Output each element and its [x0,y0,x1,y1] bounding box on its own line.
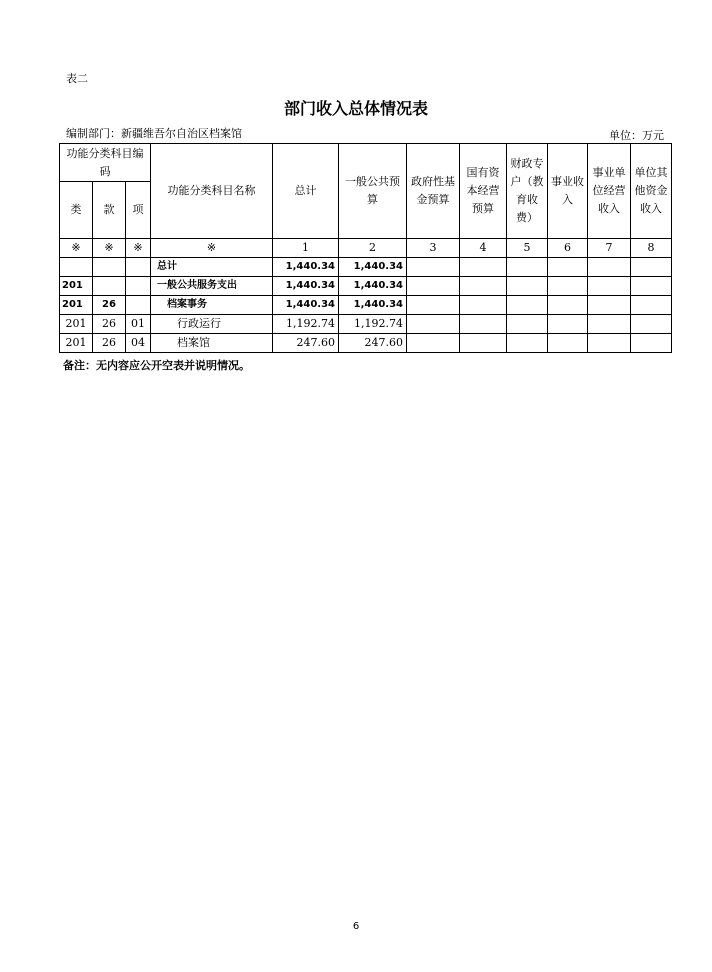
cell-empty [548,315,588,334]
cell-kuan: 26 [93,334,126,353]
table-number-label: 表二 [66,72,88,85]
cell-empty [588,258,631,277]
cell-total: 1,440.34 [273,296,339,315]
cell-kuan: 26 [93,315,126,334]
cell-empty [631,258,672,277]
cell-empty [588,277,631,296]
index-cell: 6 [548,239,588,258]
page-number: 6 [352,921,360,932]
cell-name: 一般公共服务支出 [151,277,273,296]
header-fiscal-special: 财政专户（教育收费） [507,144,548,239]
cell-empty [631,296,672,315]
cell-lei: 201 [60,277,93,296]
cell-empty [548,277,588,296]
cell-total: 1,440.34 [273,277,339,296]
cell-xiang [126,258,151,277]
header-gov-fund: 政府性基金预算 [407,144,460,239]
cell-general: 1,440.34 [339,277,407,296]
page-title: 部门收入总体情况表 [283,99,428,118]
table-row [60,258,672,277]
cell-kuan [93,258,126,277]
cell-empty [588,296,631,315]
header-lei: 类 [60,182,93,239]
cell-general: 1,440.34 [339,296,407,315]
cell-xiang [126,277,151,296]
cell-name: 档案馆 [151,334,273,353]
cell-empty [588,334,631,353]
index-cell: ※ [60,239,93,258]
index-cell: 1 [273,239,339,258]
header-code-group: 功能分类科目编码 [60,144,151,182]
cell-empty [407,277,460,296]
cell-empty [631,315,672,334]
cell-empty [460,334,507,353]
cell-lei: 201 [60,315,93,334]
index-cell: ※ [126,239,151,258]
cell-empty [631,334,672,353]
table-row [60,334,672,353]
header-name: 功能分类科目名称 [151,144,273,239]
cell-empty [407,296,460,315]
cell-empty [548,334,588,353]
unit-label: 单位：万元 [609,129,664,142]
cell-empty [460,296,507,315]
table-row [60,315,672,334]
cell-empty [407,315,460,334]
cell-total: 247.60 [273,334,339,353]
cell-general: 247.60 [339,334,407,353]
header-business-unit: 事业单位经营收入 [588,144,631,239]
index-cell: 8 [631,239,672,258]
cell-empty [588,315,631,334]
cell-lei: 201 [60,296,93,315]
header-state-capital: 国有资本经营预算 [460,144,507,239]
income-table [59,143,672,353]
index-cell: 4 [460,239,507,258]
index-cell: 3 [407,239,460,258]
cell-empty [631,277,672,296]
cell-empty [460,277,507,296]
cell-xiang: 01 [126,315,151,334]
cell-empty [507,258,548,277]
cell-empty [407,258,460,277]
cell-general: 1,192.74 [339,315,407,334]
cell-empty [507,315,548,334]
index-row [60,239,672,258]
cell-empty [507,277,548,296]
cell-total: 1,192.74 [273,315,339,334]
cell-kuan: 26 [93,296,126,315]
cell-xiang: 04 [126,334,151,353]
table-row [60,296,672,315]
cell-empty [548,258,588,277]
cell-total: 1,440.34 [273,258,339,277]
cell-empty [507,334,548,353]
header-total: 总计 [273,144,339,239]
cell-lei [60,258,93,277]
index-cell: 7 [588,239,631,258]
cell-empty [507,296,548,315]
index-cell: ※ [93,239,126,258]
cell-kuan [93,277,126,296]
table-row [60,277,672,296]
cell-general: 1,440.34 [339,258,407,277]
cell-empty [407,334,460,353]
cell-empty [460,315,507,334]
cell-xiang [126,296,151,315]
cell-empty [548,296,588,315]
cell-lei: 201 [60,334,93,353]
index-cell: 5 [507,239,548,258]
header-general-budget: 一般公共预算 [339,144,407,239]
cell-name: 总计 [151,258,273,277]
header-xiang: 项 [126,182,151,239]
index-cell: 2 [339,239,407,258]
header-other-income: 单位其他资金收入 [631,144,672,239]
cell-name: 档案事务 [151,296,273,315]
index-cell: ※ [151,239,273,258]
cell-empty [460,258,507,277]
department-label: 编制部门：新疆维吾尔自治区档案馆 [66,127,242,140]
footnote: 备注：无内容应公开空表并说明情况。 [63,359,250,372]
header-kuan: 款 [93,182,126,239]
cell-name: 行政运行 [151,315,273,334]
header-business-income: 事业收入 [548,144,588,239]
